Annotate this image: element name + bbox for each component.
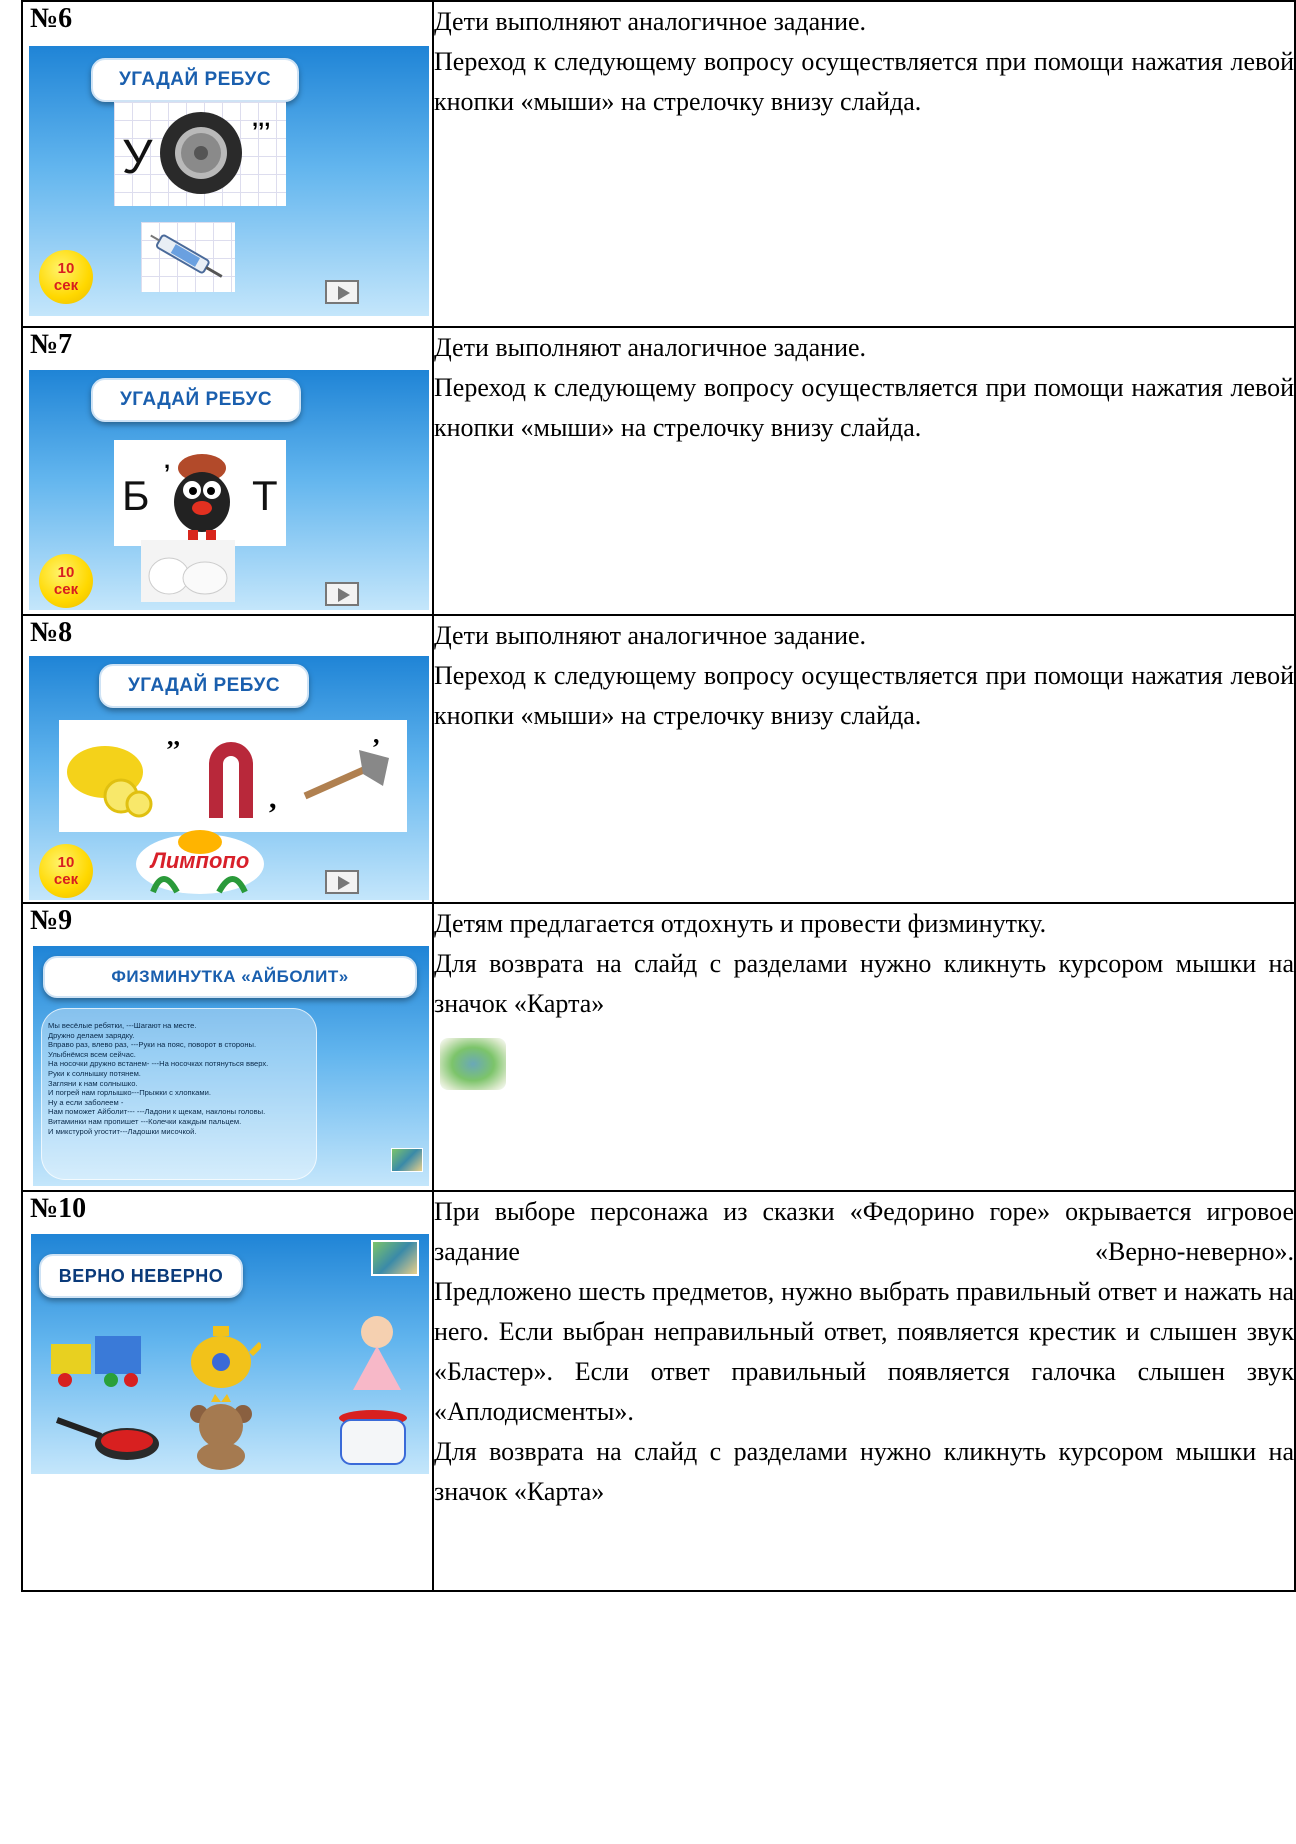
description-cell	[433, 1191, 1295, 1591]
slide-title: УГАДАЙ РЕБУС	[91, 58, 299, 102]
rebus-comma-mark: ,	[164, 448, 171, 473]
description-text: Для возврата на слайд с разделами нужно кликнуть курсором мышки на значок «Карта»	[434, 949, 1294, 1018]
map-icon[interactable]	[391, 1148, 423, 1172]
description-text: Дети выполняют аналогичное задание.	[434, 333, 867, 362]
poem-line: Нам поможет Айболит--- ---Ладони к щекам, наклоны головы.	[48, 1107, 266, 1117]
slide-thumbnail	[31, 1234, 429, 1474]
slide-title: ФИЗМИНУТКА «АЙБОЛИТ»	[43, 956, 417, 998]
poem-line: Руки к солнышку потянем.	[48, 1068, 141, 1078]
teddy-bear-image[interactable]	[181, 1392, 261, 1472]
timer-badge	[39, 554, 93, 608]
bandage-image	[141, 540, 235, 602]
rebus-letter: У	[122, 131, 153, 184]
description-text: Дети выполняют аналогичное задание.	[434, 7, 867, 36]
description-text: Переход к следующему вопросу осуществляется при помощи нажатия левой кнопки «мыши» на стрелочку внизу слайда.	[434, 47, 1294, 116]
poem-line: Мы весёлые ребятки, ---Шагают на месте.	[48, 1021, 197, 1030]
rebus-comma-mark: ,,	[167, 722, 180, 751]
slide-title: УГАДАЙ РЕБУС	[91, 378, 301, 422]
slide-title: ВЕРНО НЕВЕРНО	[39, 1254, 243, 1298]
limpopo-logo	[133, 826, 267, 896]
horseshoe-image	[199, 732, 263, 820]
rebus-panel	[59, 720, 407, 832]
rebus-panel	[114, 102, 286, 206]
rebus-letter: Т	[252, 472, 278, 519]
description-cell	[433, 327, 1295, 615]
timer-value: 10	[57, 854, 75, 871]
table-row	[22, 1, 1295, 327]
row-number: №10	[30, 1193, 87, 1224]
poem-line: На носочки дружно встанем- ---На носочках потянуться вверх.	[48, 1059, 269, 1069]
row-number: №8	[30, 617, 73, 648]
description-text: Переход к следующему вопросу осуществляется при помощи нажатия левой кнопки «мыши» на стрелочку внизу слайда.	[434, 661, 1294, 730]
row-number: №6	[30, 3, 73, 34]
table-row	[22, 327, 1295, 615]
rebus-letter: Б	[122, 472, 150, 519]
poem-text	[48, 1021, 314, 1136]
play-arrow-icon[interactable]	[325, 870, 359, 894]
poem-line: Улыбнёмся всем сейчас.	[48, 1049, 136, 1059]
rebus-panel	[114, 440, 286, 546]
slide-cell	[22, 327, 433, 615]
teapot-image[interactable]	[181, 1318, 261, 1392]
lemon-image	[65, 738, 157, 818]
doll-image[interactable]	[345, 1312, 409, 1392]
slide-thumbnail	[33, 946, 429, 1186]
limpopo-logo-text: Лимпопо	[150, 848, 250, 873]
description-text: При выборе персонажа из сказки «Федорино горе» окрывается игровое задание «Верно-неверно».	[434, 1197, 1294, 1266]
slide-cell	[22, 903, 433, 1191]
timer-unit: сек	[53, 581, 79, 598]
toy-train-image[interactable]	[47, 1320, 147, 1388]
timer-badge	[39, 844, 93, 898]
timer-unit: сек	[53, 871, 79, 888]
row-number: №7	[30, 329, 73, 360]
slide-thumbnail	[29, 370, 429, 610]
pot-image[interactable]	[333, 1404, 413, 1470]
timer-value: 10	[57, 564, 75, 581]
poem-line: Загляни к нам солнышко.	[48, 1078, 138, 1088]
poem-line: Дружно делаем зарядку.	[48, 1030, 135, 1040]
table-row	[22, 615, 1295, 903]
slide-title: УГАДАЙ РЕБУС	[99, 664, 309, 708]
description-cell	[433, 615, 1295, 903]
tire-image	[158, 110, 244, 196]
timer-unit: сек	[53, 277, 79, 294]
description-text: Для возврата на слайд с разделами нужно кликнуть курсором мышки на значок «Карта»	[434, 1437, 1294, 1506]
description-text: Предложено шесть предметов, нужно выбрать правильный ответ и нажать на него. Если выбран неправильный ответ, появляется крестик и слышен звук «Бластер». Если ответ правильный появляется галочка слышен звук «Аплодисменты».	[434, 1277, 1294, 1426]
slide-thumbnail	[29, 46, 429, 316]
slide-thumbnail	[29, 656, 429, 900]
play-arrow-icon[interactable]	[325, 280, 359, 304]
lesson-table	[21, 0, 1296, 1592]
description-cell	[433, 1, 1295, 327]
map-icon[interactable]	[371, 1240, 419, 1276]
rebus-comma-mark: ,	[269, 782, 277, 815]
poem-line: Ну а если заболеем -	[48, 1097, 124, 1107]
frying-pan-image[interactable]	[55, 1412, 161, 1466]
slide-cell	[22, 615, 433, 903]
poem-line: И погрей нам горлышко---Прыжки с хлопками.	[48, 1088, 211, 1098]
play-arrow-icon[interactable]	[325, 582, 359, 606]
slide-cell	[22, 1191, 433, 1591]
timer-value: 10	[57, 260, 75, 277]
table-row	[22, 903, 1295, 1191]
poem-line: Вправо раз, влево раз, ---Руки на пояс, поворот в стороны.	[48, 1040, 257, 1050]
row-number: №9	[30, 905, 73, 936]
rebus-comma-mark: ,	[373, 720, 380, 749]
slide-cell	[22, 1, 433, 327]
rebus-comma-mark: ,,,	[252, 106, 271, 131]
smesharik-pin-image	[166, 446, 238, 542]
timer-badge	[39, 250, 93, 304]
poem-line: И микстурой угостит---Ладошки мисочкой.	[48, 1126, 197, 1136]
description-cell	[433, 903, 1295, 1191]
axe-image	[299, 740, 393, 810]
poem-panel	[41, 1008, 317, 1180]
poem-line: Витаминки нам пропишет ---Колечки каждым пальцем.	[48, 1116, 242, 1126]
table-row	[22, 1191, 1295, 1591]
map-icon	[440, 1038, 506, 1090]
description-text: Детям предлагается отдохнуть и провести физминутку.	[434, 909, 1047, 938]
description-text: Дети выполняют аналогичное задание.	[434, 621, 867, 650]
syringe-image	[141, 222, 235, 292]
description-text: Переход к следующему вопросу осуществляется при помощи нажатия левой кнопки «мыши» на стрелочку внизу слайда.	[434, 373, 1294, 442]
